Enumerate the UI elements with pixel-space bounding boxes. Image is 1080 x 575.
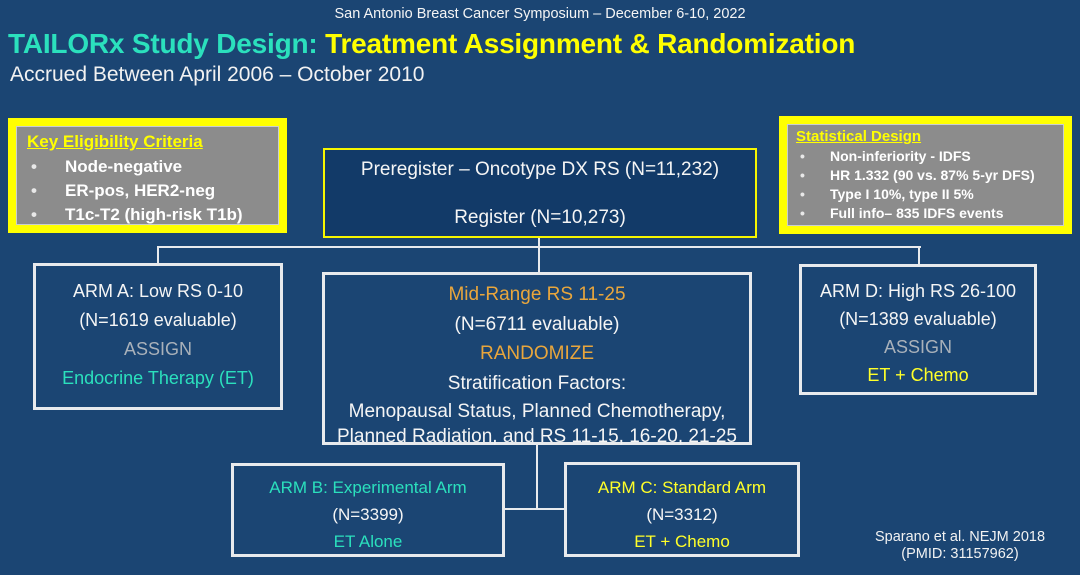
slide-title [8, 28, 1072, 60]
eligibility-criteria-heading: Key Eligibility Criteria [27, 132, 203, 151]
arm-a-assign-label: ASSIGN [123, 339, 193, 359]
arm-b-treatment: ET Alone [333, 532, 403, 551]
list-item [796, 185, 1057, 204]
connector-mid-to-randomized-arms [536, 444, 538, 510]
bullet-icon: • [31, 205, 37, 224]
statistical-item-label: Non-inferiority - IDFS [830, 148, 971, 164]
arm-c-treatment: ET + Chemo [634, 532, 730, 551]
bullet-icon: • [800, 167, 805, 183]
eligibility-item-label: ER-pos, HER2-neg [65, 181, 216, 200]
bullet-icon: • [31, 181, 37, 200]
bullet-icon: • [800, 148, 805, 164]
list-item [27, 179, 270, 203]
mid-range-box [322, 272, 752, 445]
arm-d-title: ARM D: High RS 26-100 [819, 281, 1017, 301]
stratification-factors-line1: Menopausal Status, Planned Chemotherapy, [348, 401, 726, 422]
register-line: Register (N=10,273) [454, 207, 626, 228]
stratification-heading: Stratification Factors: [447, 372, 627, 394]
arm-c-box [564, 462, 800, 557]
eligibility-item-label: T1c-T2 (high-risk T1b) [65, 205, 243, 224]
mid-range-title: Mid-Range RS 11-25 [448, 284, 626, 305]
slide-title-study: TAILORx Study Design: [8, 28, 326, 59]
symposium-header: San Antonio Breast Cancer Symposium – December 6-10, 2022 [334, 6, 746, 22]
list-item [27, 203, 270, 227]
arm-d-treatment: ET + Chemo [867, 365, 969, 385]
arm-a-n: (N=1619 evaluable) [79, 310, 237, 330]
statistical-design-list [796, 147, 1057, 223]
connector-horizontal-arms-bc [504, 508, 566, 510]
arm-a-treatment: Endocrine Therapy (ET) [62, 368, 254, 388]
statistical-design-panel [787, 124, 1064, 226]
arm-b-n: (N=3399) [332, 505, 404, 524]
arm-c-n: (N=3312) [646, 505, 718, 524]
citation [852, 529, 1068, 563]
statistical-item-label: Type I 10%, type II 5% [830, 186, 974, 202]
bullet-icon: • [31, 157, 37, 176]
connector-drop-arm-d [918, 246, 920, 266]
statistical-design-heading: Statistical Design [796, 128, 922, 145]
eligibility-criteria-panel [16, 126, 279, 225]
arm-c-title: ARM C: Standard Arm [597, 478, 767, 497]
citation-line2: (PMID: 31157962) [901, 546, 1019, 562]
arm-d-assign-label: ASSIGN [883, 337, 953, 357]
list-item [796, 204, 1057, 223]
arm-a-box [33, 263, 283, 410]
preregister-line: Preregister – Oncotype DX RS (N=11,232) [360, 159, 720, 180]
bullet-icon: • [800, 205, 805, 221]
arm-a-title: ARM A: Low RS 0-10 [72, 281, 244, 301]
citation-line1: Sparano et al. NEJM 2018 [874, 529, 1046, 545]
arm-d-box [799, 264, 1037, 395]
statistical-item-label: HR 1.332 (90 vs. 87% 5-yr DFS) [830, 167, 1035, 183]
eligibility-criteria-list [27, 155, 270, 227]
preregister-box [323, 148, 757, 238]
mid-range-randomize-label: RANDOMIZE [480, 343, 594, 364]
accrual-subtitle: Accrued Between April 2006 – October 2010 [10, 63, 425, 86]
arm-d-n: (N=1389 evaluable) [839, 309, 997, 329]
statistical-design-box [779, 116, 1072, 234]
eligibility-criteria-box [8, 118, 287, 233]
list-item [796, 166, 1057, 185]
list-item [796, 147, 1057, 166]
mid-range-n: (N=6711 evaluable) [454, 313, 620, 335]
statistical-item-label: Full info– 835 IDFS events [830, 205, 1004, 221]
stratification-factors-line2: Planned Radiation, and RS 11-15, 16-20, 21-25 [337, 425, 737, 447]
arm-b-title: ARM B: Experimental Arm [269, 478, 467, 497]
list-item [27, 155, 270, 179]
eligibility-item-label: Node-negative [65, 157, 183, 176]
bullet-icon: • [800, 186, 805, 202]
arm-b-box [231, 463, 505, 557]
slide-title-topic: Treatment Assignment & Randomization [325, 28, 856, 59]
connector-drop-mid [538, 246, 540, 274]
